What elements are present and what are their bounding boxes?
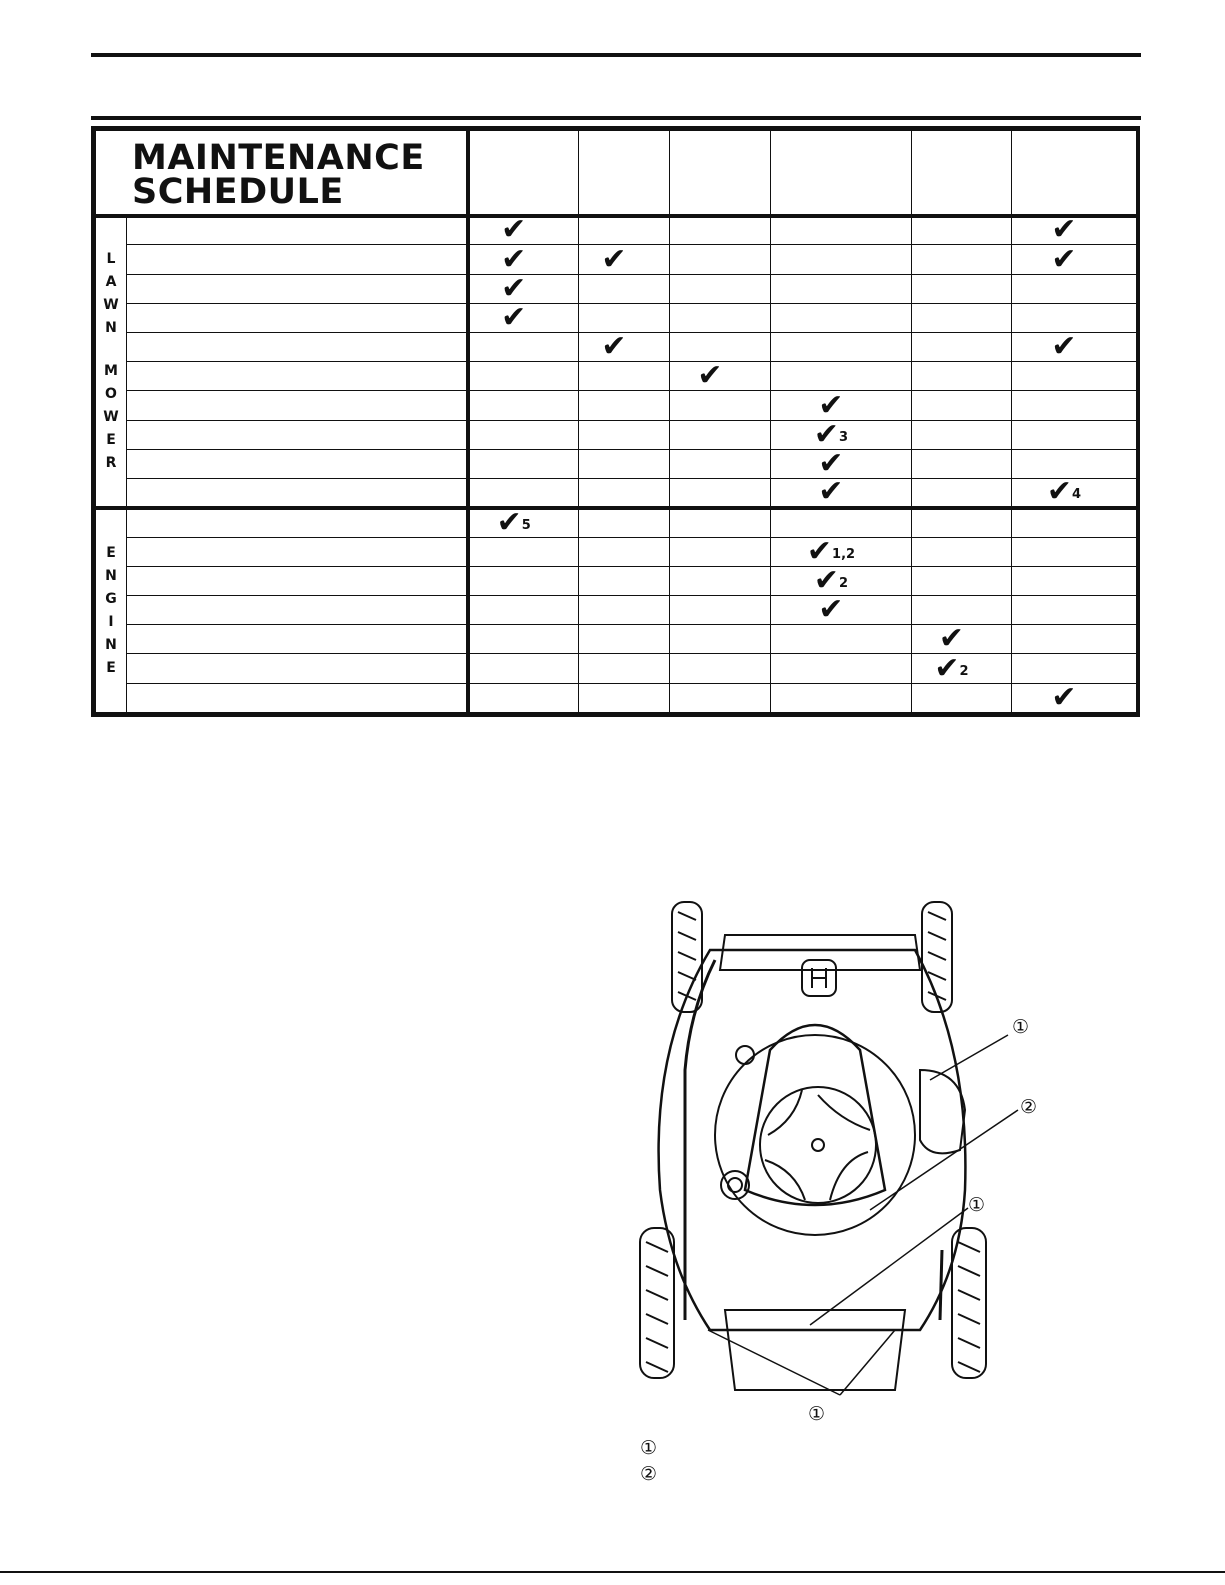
footnote-ref: 2 bbox=[959, 663, 969, 679]
section-letter: E bbox=[106, 432, 116, 449]
interval-cell bbox=[771, 333, 912, 362]
rear-guard bbox=[720, 935, 920, 970]
task-cell bbox=[127, 537, 468, 566]
bottom-rule bbox=[0, 1571, 1225, 1573]
interval-cell bbox=[1012, 596, 1137, 625]
section-letter: G bbox=[105, 590, 117, 607]
interval-cell bbox=[771, 245, 912, 274]
engine-row bbox=[96, 596, 1137, 625]
check-mark-icon: ✔ bbox=[1051, 680, 1077, 715]
check-mark-icon: ✔ bbox=[813, 416, 840, 452]
leader-line-1-bottom bbox=[708, 1330, 895, 1395]
interval-cell bbox=[912, 420, 1012, 449]
interval-cell bbox=[912, 508, 1012, 537]
interval-cell bbox=[1012, 303, 1137, 332]
interval-cell bbox=[468, 300, 579, 336]
maintenance-schedule-table bbox=[91, 126, 1140, 717]
check-mark-icon: ✔ bbox=[813, 563, 840, 598]
section-letter: R bbox=[105, 455, 117, 472]
interval-cell bbox=[579, 683, 670, 712]
check-mark-icon: ✔ bbox=[806, 533, 833, 569]
interval-cell bbox=[670, 245, 771, 274]
interval-cell bbox=[771, 216, 912, 245]
task-cell bbox=[127, 625, 468, 654]
interval-cell bbox=[771, 533, 912, 569]
interval-cell bbox=[579, 566, 670, 595]
table-header-row bbox=[96, 131, 1137, 216]
interval-cell bbox=[468, 683, 579, 712]
lawn-mower-row bbox=[96, 420, 1137, 449]
callout-1-middle: ① bbox=[968, 1194, 986, 1216]
section-letter: E bbox=[106, 544, 116, 561]
lawn-mower-row bbox=[96, 391, 1137, 420]
leader-line-2 bbox=[870, 1110, 1018, 1210]
interval-cell bbox=[468, 241, 579, 277]
lawn-mower-row bbox=[96, 216, 1137, 245]
interval-cell bbox=[1012, 537, 1137, 566]
footnote-ref: 2 bbox=[839, 576, 849, 591]
check-mark-icon: ✔ bbox=[697, 358, 723, 394]
interval-cell bbox=[468, 333, 579, 362]
lawn-mower-row bbox=[96, 303, 1137, 332]
interval-cell bbox=[468, 504, 579, 540]
interval-cell bbox=[670, 303, 771, 332]
interval-cell bbox=[912, 245, 1012, 274]
section-letter: N bbox=[105, 320, 117, 337]
check-mark-icon: ✔ bbox=[501, 212, 527, 248]
interval-cell bbox=[670, 216, 771, 245]
check-mark-icon: ✔ bbox=[501, 300, 527, 336]
interval-cell bbox=[912, 216, 1012, 245]
interval-header bbox=[670, 131, 771, 216]
interval-cell bbox=[912, 596, 1012, 625]
task-cell bbox=[127, 333, 468, 362]
check-mark-icon: ✔ bbox=[1046, 473, 1073, 509]
interval-cell bbox=[670, 479, 771, 508]
interval-cell bbox=[579, 449, 670, 478]
section-letter: O bbox=[105, 386, 117, 403]
task-cell bbox=[127, 391, 468, 420]
interval-cell bbox=[771, 303, 912, 332]
interval-cell bbox=[468, 420, 579, 449]
section-letter: L bbox=[106, 251, 116, 268]
front-left-wheel bbox=[640, 1228, 674, 1378]
title-line-2: SCHEDULE bbox=[132, 172, 344, 212]
legend-item-1: ① bbox=[640, 1437, 658, 1459]
interval-cell bbox=[912, 449, 1012, 478]
footnote-ref: 5 bbox=[521, 517, 531, 533]
interval-cell bbox=[579, 362, 670, 391]
interval-cell bbox=[670, 274, 771, 303]
footnote-ref: 4 bbox=[1072, 486, 1082, 502]
interval-cell bbox=[912, 333, 1012, 362]
interval-cell bbox=[912, 683, 1012, 712]
interval-cell bbox=[1012, 420, 1137, 449]
interval-cell bbox=[670, 537, 771, 566]
interval-cell bbox=[579, 303, 670, 332]
interval-cell bbox=[579, 479, 670, 508]
task-cell bbox=[127, 449, 468, 478]
interval-cell bbox=[579, 420, 670, 449]
interval-cell bbox=[1012, 449, 1137, 478]
interval-header bbox=[468, 131, 579, 216]
interval-cell bbox=[912, 274, 1012, 303]
interval-cell bbox=[1012, 508, 1137, 537]
lawn-mower-row bbox=[96, 449, 1137, 478]
lawn-mower-row bbox=[96, 274, 1137, 303]
interval-cell bbox=[468, 537, 579, 566]
interval-cell bbox=[1012, 391, 1137, 420]
interval-cell bbox=[912, 537, 1012, 566]
task-cell bbox=[127, 683, 468, 712]
interval-cell bbox=[771, 592, 912, 628]
interval-cell bbox=[468, 566, 579, 595]
engine-row bbox=[96, 508, 1137, 537]
interval-header bbox=[579, 131, 670, 216]
interval-cell bbox=[670, 449, 771, 478]
engine-row bbox=[96, 625, 1137, 654]
lawn-mower-row bbox=[96, 245, 1137, 274]
legend-item-2: ② bbox=[640, 1463, 658, 1485]
interval-cell bbox=[670, 420, 771, 449]
check-mark-icon: ✔ bbox=[938, 621, 965, 657]
callout-2: ② bbox=[1020, 1096, 1038, 1118]
check-mark-icon: ✔ bbox=[818, 446, 844, 482]
interval-cell bbox=[468, 391, 579, 420]
handle-right bbox=[940, 1250, 942, 1320]
interval-cell bbox=[468, 596, 579, 625]
interval-cell bbox=[1012, 680, 1137, 715]
interval-cell bbox=[912, 650, 1012, 686]
task-cell bbox=[127, 274, 468, 303]
interval-header bbox=[1012, 131, 1137, 216]
interval-cell bbox=[670, 358, 771, 394]
task-cell bbox=[127, 216, 468, 245]
interval-cell bbox=[1012, 654, 1137, 683]
interval-cell bbox=[670, 333, 771, 362]
interval-cell bbox=[1012, 362, 1137, 391]
interval-cell bbox=[468, 479, 579, 508]
engine-fan bbox=[760, 1087, 876, 1203]
interval-cell bbox=[468, 270, 579, 306]
section-letter: A bbox=[105, 274, 117, 291]
interval-cell bbox=[1012, 625, 1137, 654]
interval-header bbox=[771, 131, 912, 216]
task-cell bbox=[127, 566, 468, 595]
interval-cell bbox=[912, 621, 1012, 657]
section-letter: M bbox=[104, 363, 118, 380]
callout-1-bottom: ① bbox=[808, 1403, 826, 1425]
lawn-mower-illustration bbox=[630, 890, 1070, 1420]
front-right-wheel bbox=[952, 1228, 986, 1378]
interval-cell bbox=[771, 563, 912, 598]
interval-cell bbox=[771, 274, 912, 303]
interval-cell bbox=[579, 241, 670, 277]
task-cell bbox=[127, 303, 468, 332]
interval-cell bbox=[468, 654, 579, 683]
section-letter: N bbox=[105, 567, 117, 584]
interval-cell bbox=[1012, 274, 1137, 303]
interval-cell bbox=[771, 683, 912, 712]
interval-cell bbox=[579, 274, 670, 303]
check-mark-icon: ✔ bbox=[501, 270, 527, 306]
interval-cell bbox=[670, 596, 771, 625]
interval-cell bbox=[670, 391, 771, 420]
handle-left bbox=[685, 960, 715, 1320]
check-mark-icon: ✔ bbox=[1051, 241, 1077, 277]
interval-cell bbox=[912, 479, 1012, 508]
interval-cell bbox=[468, 625, 579, 654]
section-letter: W bbox=[103, 409, 119, 426]
engine-row bbox=[96, 683, 1137, 712]
interval-cell bbox=[670, 654, 771, 683]
check-mark-icon: ✔ bbox=[501, 241, 527, 277]
check-mark-icon: ✔ bbox=[496, 504, 522, 540]
interval-cell bbox=[579, 596, 670, 625]
task-cell bbox=[127, 245, 468, 274]
lawn-mower-row bbox=[96, 479, 1137, 508]
interval-cell bbox=[670, 625, 771, 654]
header-rule bbox=[91, 116, 1141, 120]
check-mark-icon: ✔ bbox=[1051, 212, 1077, 248]
interval-cell bbox=[1012, 329, 1137, 365]
interval-cell bbox=[579, 654, 670, 683]
interval-cell bbox=[579, 329, 670, 365]
interval-cell bbox=[670, 683, 771, 712]
interval-cell bbox=[771, 362, 912, 391]
footnote-ref: 3 bbox=[839, 429, 849, 445]
engine-row bbox=[96, 654, 1137, 683]
section-letter: W bbox=[103, 297, 119, 314]
interval-cell bbox=[1012, 566, 1137, 595]
check-mark-icon: ✔ bbox=[818, 387, 844, 423]
check-mark-icon: ✔ bbox=[818, 592, 844, 628]
interval-cell bbox=[579, 508, 670, 537]
interval-cell bbox=[912, 362, 1012, 391]
check-mark-icon: ✔ bbox=[1051, 329, 1077, 365]
interval-cell bbox=[670, 566, 771, 595]
engine-badge-icon bbox=[736, 1046, 754, 1064]
interval-cell bbox=[468, 449, 579, 478]
section-letter bbox=[96, 340, 126, 360]
interval-cell bbox=[468, 212, 579, 248]
lawn-mower-row bbox=[96, 333, 1137, 362]
interval-cell bbox=[579, 625, 670, 654]
interval-cell bbox=[912, 566, 1012, 595]
check-mark-icon: ✔ bbox=[601, 241, 627, 277]
section-letter: I bbox=[108, 613, 114, 630]
interval-cell bbox=[579, 216, 670, 245]
interval-header bbox=[912, 131, 1012, 216]
section-letter: E bbox=[106, 659, 116, 676]
interval-cell bbox=[912, 303, 1012, 332]
check-mark-icon: ✔ bbox=[601, 329, 627, 365]
interval-cell bbox=[912, 391, 1012, 420]
interval-cell bbox=[771, 625, 912, 654]
engine bbox=[745, 1025, 885, 1205]
interval-cell bbox=[1012, 473, 1137, 509]
schedule-title bbox=[96, 131, 466, 212]
leader-line-1-top bbox=[930, 1035, 1008, 1080]
check-mark-icon: ✔ bbox=[818, 473, 844, 509]
interval-cell bbox=[771, 473, 912, 509]
interval-cell bbox=[771, 654, 912, 683]
interval-cell bbox=[1012, 212, 1137, 248]
interval-cell bbox=[579, 391, 670, 420]
interval-cell bbox=[1012, 241, 1137, 277]
lawn-mower-row bbox=[96, 362, 1137, 391]
leader-line-1-mid bbox=[810, 1208, 968, 1325]
task-cell bbox=[127, 479, 468, 508]
task-cell bbox=[127, 654, 468, 683]
lawn-mower-label bbox=[96, 216, 127, 508]
engine-row bbox=[96, 537, 1137, 566]
task-cell bbox=[127, 596, 468, 625]
interval-cell bbox=[771, 416, 912, 452]
section-letter: N bbox=[105, 636, 117, 653]
interval-cell bbox=[771, 387, 912, 423]
engine-label bbox=[96, 508, 127, 713]
interval-cell bbox=[771, 508, 912, 537]
footnote-ref: 1,2 bbox=[832, 546, 856, 562]
title-line-1: MAINTENANCE bbox=[132, 138, 425, 178]
callout-1-top: ① bbox=[1012, 1016, 1030, 1038]
title-cell bbox=[96, 131, 468, 216]
interval-cell bbox=[579, 537, 670, 566]
interval-cell bbox=[468, 362, 579, 391]
interval-cell bbox=[670, 508, 771, 537]
engine-row bbox=[96, 566, 1137, 595]
check-mark-icon: ✔ bbox=[934, 650, 960, 686]
task-cell bbox=[127, 420, 468, 449]
top-rule bbox=[91, 53, 1141, 57]
task-cell bbox=[127, 508, 468, 537]
task-cell bbox=[127, 362, 468, 391]
